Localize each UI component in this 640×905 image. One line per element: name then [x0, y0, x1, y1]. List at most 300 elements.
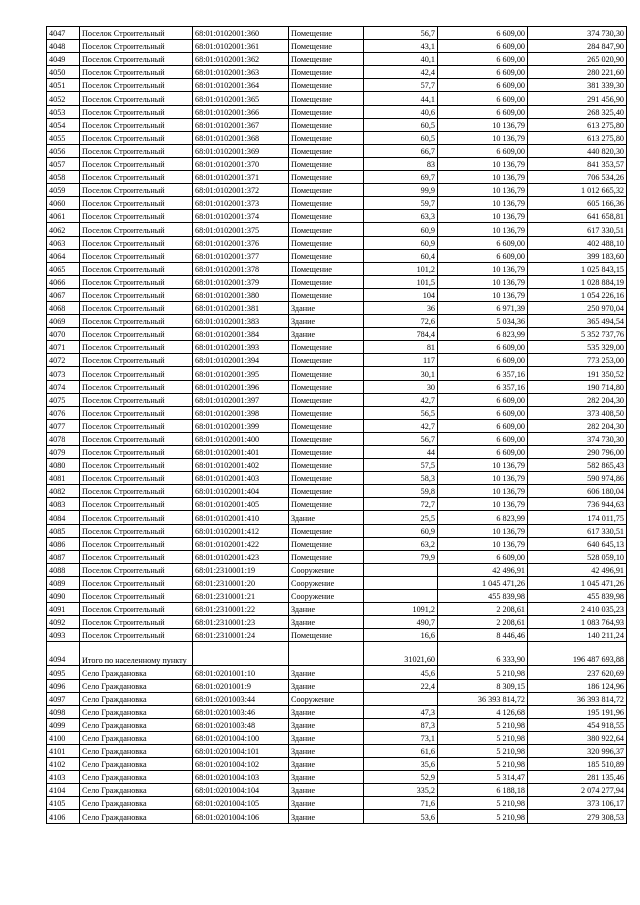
- cadastral-number-cell: 68:01:0102001:372: [193, 184, 289, 197]
- unit-cost-cell: 10 136,79: [438, 459, 528, 472]
- area-cell: 59,8: [364, 485, 438, 498]
- row-number-cell: 4063: [47, 236, 80, 249]
- table-row: [47, 616, 627, 629]
- unit-cost-cell: 6 609,00: [438, 393, 528, 406]
- unit-cost-cell: 10 136,79: [438, 288, 528, 301]
- table-row: [47, 66, 627, 79]
- table-body: [47, 27, 627, 824]
- cadastral-number-cell: 68:01:0102001:362: [193, 53, 289, 66]
- table-row: [47, 288, 627, 301]
- object-type-cell: Здание: [289, 718, 364, 731]
- cadastral-value-cell: 1 054 226,16: [528, 288, 627, 301]
- settlement-name-cell: Поселок Строительный: [80, 236, 193, 249]
- row-number-cell: 4103: [47, 771, 80, 784]
- area-cell: 1091,2: [364, 603, 438, 616]
- area-cell: 40,1: [364, 53, 438, 66]
- area-cell: 42,7: [364, 393, 438, 406]
- row-number-cell: 4088: [47, 563, 80, 576]
- cadastral-number-cell: 68:01:0102001:369: [193, 144, 289, 157]
- object-type-cell: Помещение: [289, 472, 364, 485]
- object-type-cell: Здание: [289, 810, 364, 823]
- area-cell: 81: [364, 341, 438, 354]
- table-row: [47, 262, 627, 275]
- settlement-name-cell: Поселок Строительный: [80, 171, 193, 184]
- settlement-name-cell: Поселок Строительный: [80, 197, 193, 210]
- cadastral-number-cell: 68:01:0102001:393: [193, 341, 289, 354]
- table-row: [47, 131, 627, 144]
- table-row: [47, 731, 627, 744]
- row-number-cell: 4064: [47, 249, 80, 262]
- cadastral-number-cell: 68:01:0102001:401: [193, 446, 289, 459]
- area-cell: 73,1: [364, 731, 438, 744]
- unit-cost-cell: 6 609,00: [438, 105, 528, 118]
- object-type-cell: Сооружение: [289, 590, 364, 603]
- unit-cost-cell: 10 136,79: [438, 197, 528, 210]
- row-number-cell: 4068: [47, 301, 80, 314]
- cadastral-number-cell: 68:01:0102001:373: [193, 197, 289, 210]
- row-number-cell: 4062: [47, 223, 80, 236]
- object-type-cell: Здание: [289, 315, 364, 328]
- area-cell: 30,1: [364, 367, 438, 380]
- table-row: [47, 758, 627, 771]
- cadastral-number-cell: 68:01:0102001:375: [193, 223, 289, 236]
- table-row: [47, 590, 627, 603]
- area-cell: 69,7: [364, 171, 438, 184]
- cadastral-value-cell: 380 922,64: [528, 731, 627, 744]
- object-type-cell: Помещение: [289, 223, 364, 236]
- unit-cost-cell: 5 034,36: [438, 315, 528, 328]
- area-cell: [364, 692, 438, 705]
- cadastral-number-cell: 68:01:0102001:380: [193, 288, 289, 301]
- area-cell: 53,6: [364, 810, 438, 823]
- row-number-cell: 4071: [47, 341, 80, 354]
- row-number-cell: 4073: [47, 367, 80, 380]
- unit-cost-cell: 6 609,00: [438, 249, 528, 262]
- object-type-cell: Помещение: [289, 459, 364, 472]
- row-number-cell: 4075: [47, 393, 80, 406]
- table-row: [47, 642, 627, 666]
- object-type-cell: Помещение: [289, 53, 364, 66]
- unit-cost-cell: 6 609,00: [438, 53, 528, 66]
- row-number-cell: 4066: [47, 275, 80, 288]
- unit-cost-cell: 4 126,68: [438, 705, 528, 718]
- row-number-cell: 4091: [47, 603, 80, 616]
- settlement-name-cell: Итого по населенному пункту: [80, 642, 193, 666]
- table-row: [47, 406, 627, 419]
- table-row: [47, 524, 627, 537]
- cadastral-value-cell: 440 820,30: [528, 144, 627, 157]
- object-type-cell: Здание: [289, 771, 364, 784]
- settlement-name-cell: Поселок Строительный: [80, 184, 193, 197]
- settlement-name-cell: Поселок Строительный: [80, 629, 193, 642]
- object-type-cell: Помещение: [289, 419, 364, 432]
- table-row: [47, 341, 627, 354]
- cadastral-number-cell: 68:01:0102001:365: [193, 92, 289, 105]
- unit-cost-cell: 10 136,79: [438, 275, 528, 288]
- unit-cost-cell: 6 609,00: [438, 419, 528, 432]
- row-number-cell: 4056: [47, 144, 80, 157]
- table-row: [47, 118, 627, 131]
- table-row: [47, 328, 627, 341]
- cadastral-value-cell: 291 456,90: [528, 92, 627, 105]
- cadastral-value-cell: 373 408,50: [528, 406, 627, 419]
- table-row: [47, 367, 627, 380]
- unit-cost-cell: 5 210,98: [438, 744, 528, 757]
- cadastral-number-cell: 68:01:2310001:19: [193, 563, 289, 576]
- settlement-name-cell: Поселок Строительный: [80, 118, 193, 131]
- cadastral-value-cell: 736 944,63: [528, 498, 627, 511]
- area-cell: 104: [364, 288, 438, 301]
- cadastral-value-cell: 590 974,86: [528, 472, 627, 485]
- unit-cost-cell: 5 314,47: [438, 771, 528, 784]
- settlement-name-cell: Поселок Строительный: [80, 249, 193, 262]
- table-row: [47, 40, 627, 53]
- cadastral-number-cell: 68:01:0102001:395: [193, 367, 289, 380]
- object-type-cell: Помещение: [289, 92, 364, 105]
- settlement-name-cell: Поселок Строительный: [80, 66, 193, 79]
- area-cell: 72,7: [364, 498, 438, 511]
- cadastral-number-cell: 68:01:0102001:381: [193, 301, 289, 314]
- area-cell: 101,5: [364, 275, 438, 288]
- area-cell: 57,5: [364, 459, 438, 472]
- cadastral-value-cell: 281 135,46: [528, 771, 627, 784]
- cadastral-value-cell: 640 645,13: [528, 537, 627, 550]
- unit-cost-cell: 5 210,98: [438, 666, 528, 679]
- table-row: [47, 236, 627, 249]
- table-row: [47, 27, 627, 40]
- table-row: [47, 105, 627, 118]
- row-number-cell: 4096: [47, 679, 80, 692]
- object-type-cell: Помещение: [289, 236, 364, 249]
- object-type-cell: Здание: [289, 301, 364, 314]
- cadastral-value-cell: 617 330,51: [528, 524, 627, 537]
- area-cell: [364, 563, 438, 576]
- table-row: [47, 797, 627, 810]
- unit-cost-cell: 5 210,98: [438, 810, 528, 823]
- table-row: [47, 629, 627, 642]
- object-type-cell: Помещение: [289, 249, 364, 262]
- object-type-cell: Помещение: [289, 393, 364, 406]
- cadastral-number-cell: 68:01:0201004:106: [193, 810, 289, 823]
- settlement-name-cell: Поселок Строительный: [80, 511, 193, 524]
- cadastral-number-cell: 68:01:0102001:379: [193, 275, 289, 288]
- settlement-name-cell: Село Граждановка: [80, 692, 193, 705]
- settlement-name-cell: Село Граждановка: [80, 744, 193, 757]
- settlement-name-cell: Село Граждановка: [80, 810, 193, 823]
- settlement-name-cell: Поселок Строительный: [80, 223, 193, 236]
- cadastral-number-cell: 68:01:0102001:398: [193, 406, 289, 419]
- object-type-cell: Здание: [289, 797, 364, 810]
- unit-cost-cell: 5 210,98: [438, 718, 528, 731]
- unit-cost-cell: 6 609,00: [438, 406, 528, 419]
- cadastral-value-cell: 185 510,89: [528, 758, 627, 771]
- area-cell: 60,5: [364, 131, 438, 144]
- area-cell: 47,3: [364, 705, 438, 718]
- cadastral-value-cell: 1 025 843,15: [528, 262, 627, 275]
- cadastral-value-cell: 280 221,60: [528, 66, 627, 79]
- cadastral-number-cell: 68:01:0102001:410: [193, 511, 289, 524]
- table-row: [47, 603, 627, 616]
- unit-cost-cell: 6 609,00: [438, 446, 528, 459]
- cadastral-value-cell: 617 330,51: [528, 223, 627, 236]
- row-number-cell: 4098: [47, 705, 80, 718]
- settlement-name-cell: Поселок Строительный: [80, 563, 193, 576]
- cadastral-number-cell: 68:01:0102001:370: [193, 157, 289, 170]
- cadastral-value-cell: 381 339,30: [528, 79, 627, 92]
- object-type-cell: Здание: [289, 758, 364, 771]
- unit-cost-cell: 6 333,90: [438, 642, 528, 666]
- property-table: [46, 26, 627, 824]
- settlement-name-cell: Село Граждановка: [80, 771, 193, 784]
- settlement-name-cell: Село Граждановка: [80, 784, 193, 797]
- cadastral-number-cell: 68:01:0102001:383: [193, 315, 289, 328]
- unit-cost-cell: 8 446,46: [438, 629, 528, 642]
- unit-cost-cell: 6 609,00: [438, 144, 528, 157]
- row-number-cell: 4095: [47, 666, 80, 679]
- table-row: [47, 171, 627, 184]
- unit-cost-cell: 10 136,79: [438, 210, 528, 223]
- row-number-cell: 4102: [47, 758, 80, 771]
- row-number-cell: 4097: [47, 692, 80, 705]
- object-type-cell: Помещение: [289, 66, 364, 79]
- cadastral-number-cell: 68:01:2310001:24: [193, 629, 289, 642]
- cadastral-value-cell: 279 308,53: [528, 810, 627, 823]
- settlement-name-cell: Поселок Строительный: [80, 498, 193, 511]
- object-type-cell: Помещение: [289, 275, 364, 288]
- unit-cost-cell: 36 393 814,72: [438, 692, 528, 705]
- object-type-cell: Помещение: [289, 105, 364, 118]
- cadastral-value-cell: 2 074 277,94: [528, 784, 627, 797]
- cadastral-number-cell: 68:01:0201001:9: [193, 679, 289, 692]
- settlement-name-cell: Поселок Строительный: [80, 40, 193, 53]
- object-type-cell: Здание: [289, 603, 364, 616]
- cadastral-value-cell: 613 275,80: [528, 131, 627, 144]
- cadastral-number-cell: 68:01:0201003:48: [193, 718, 289, 731]
- row-number-cell: 4101: [47, 744, 80, 757]
- settlement-name-cell: Поселок Строительный: [80, 485, 193, 498]
- cadastral-number-cell: 68:01:0201001:10: [193, 666, 289, 679]
- cadastral-value-cell: 374 730,30: [528, 432, 627, 445]
- area-cell: 117: [364, 354, 438, 367]
- settlement-name-cell: Поселок Строительный: [80, 576, 193, 589]
- area-cell: 63,2: [364, 537, 438, 550]
- area-cell: 101,2: [364, 262, 438, 275]
- row-number-cell: 4100: [47, 731, 80, 744]
- cadastral-value-cell: 195 191,96: [528, 705, 627, 718]
- table-row: [47, 771, 627, 784]
- unit-cost-cell: 10 136,79: [438, 537, 528, 550]
- area-cell: 335,2: [364, 784, 438, 797]
- cadastral-value-cell: 605 166,36: [528, 197, 627, 210]
- object-type-cell: Здание: [289, 666, 364, 679]
- area-cell: 58,3: [364, 472, 438, 485]
- cadastral-value-cell: 613 275,80: [528, 118, 627, 131]
- area-cell: 83: [364, 157, 438, 170]
- object-type-cell: Помещение: [289, 524, 364, 537]
- table-row: [47, 537, 627, 550]
- cadastral-number-cell: 68:01:0201004:105: [193, 797, 289, 810]
- area-cell: 60,4: [364, 249, 438, 262]
- cadastral-number-cell: 68:01:0201004:101: [193, 744, 289, 757]
- unit-cost-cell: 2 208,61: [438, 616, 528, 629]
- cadastral-number-cell: 68:01:0102001:396: [193, 380, 289, 393]
- unit-cost-cell: 6 971,39: [438, 301, 528, 314]
- table-row: [47, 511, 627, 524]
- cadastral-value-cell: 196 487 693,88: [528, 642, 627, 666]
- row-number-cell: 4084: [47, 511, 80, 524]
- table-row: [47, 301, 627, 314]
- cadastral-value-cell: 36 393 814,72: [528, 692, 627, 705]
- row-number-cell: 4104: [47, 784, 80, 797]
- settlement-name-cell: Поселок Строительный: [80, 27, 193, 40]
- cadastral-value-cell: 282 204,30: [528, 393, 627, 406]
- cadastral-value-cell: 2 410 035,23: [528, 603, 627, 616]
- unit-cost-cell: 10 136,79: [438, 524, 528, 537]
- object-type-cell: Помещение: [289, 537, 364, 550]
- object-type-cell: Здание: [289, 731, 364, 744]
- cadastral-value-cell: 250 970,04: [528, 301, 627, 314]
- object-type-cell: Помещение: [289, 27, 364, 40]
- unit-cost-cell: 5 210,98: [438, 731, 528, 744]
- area-cell: 56,7: [364, 432, 438, 445]
- settlement-name-cell: Поселок Строительный: [80, 472, 193, 485]
- settlement-name-cell: Село Граждановка: [80, 679, 193, 692]
- cadastral-number-cell: 68:01:0102001:360: [193, 27, 289, 40]
- area-cell: 56,7: [364, 27, 438, 40]
- cadastral-value-cell: 455 839,98: [528, 590, 627, 603]
- unit-cost-cell: 1 045 471,26: [438, 576, 528, 589]
- row-number-cell: 4090: [47, 590, 80, 603]
- cadastral-value-cell: 190 714,80: [528, 380, 627, 393]
- settlement-name-cell: Поселок Строительный: [80, 262, 193, 275]
- cadastral-number-cell: 68:01:0201003:44: [193, 692, 289, 705]
- area-cell: 52,9: [364, 771, 438, 784]
- cadastral-number-cell: 68:01:0201003:46: [193, 705, 289, 718]
- cadastral-number-cell: 68:01:0102001:368: [193, 131, 289, 144]
- row-number-cell: 4077: [47, 419, 80, 432]
- unit-cost-cell: 6 357,16: [438, 367, 528, 380]
- object-type-cell: Помещение: [289, 629, 364, 642]
- settlement-name-cell: Поселок Строительный: [80, 288, 193, 301]
- table-row: [47, 144, 627, 157]
- area-cell: 784,4: [364, 328, 438, 341]
- cadastral-number-cell: 68:01:2310001:21: [193, 590, 289, 603]
- settlement-name-cell: Поселок Строительный: [80, 616, 193, 629]
- cadastral-number-cell: 68:01:0201004:104: [193, 784, 289, 797]
- settlement-name-cell: Поселок Строительный: [80, 301, 193, 314]
- cadastral-number-cell: 68:01:0102001:402: [193, 459, 289, 472]
- table-row: [47, 679, 627, 692]
- cadastral-value-cell: 282 204,30: [528, 419, 627, 432]
- cadastral-value-cell: 454 918,55: [528, 718, 627, 731]
- settlement-name-cell: Поселок Строительный: [80, 53, 193, 66]
- cadastral-number-cell: 68:01:0102001:405: [193, 498, 289, 511]
- table-row: [47, 380, 627, 393]
- object-type-cell: Помещение: [289, 432, 364, 445]
- area-cell: 59,7: [364, 197, 438, 210]
- cadastral-number-cell: 68:01:0102001:374: [193, 210, 289, 223]
- object-type-cell: Здание: [289, 679, 364, 692]
- area-cell: 22,4: [364, 679, 438, 692]
- settlement-name-cell: Село Граждановка: [80, 705, 193, 718]
- row-number-cell: 4057: [47, 157, 80, 170]
- unit-cost-cell: 6 609,00: [438, 432, 528, 445]
- cadastral-value-cell: 5 352 737,76: [528, 328, 627, 341]
- area-cell: [364, 576, 438, 589]
- row-number-cell: 4079: [47, 446, 80, 459]
- unit-cost-cell: 10 136,79: [438, 485, 528, 498]
- area-cell: 79,9: [364, 550, 438, 563]
- cadastral-value-cell: 641 658,81: [528, 210, 627, 223]
- row-number-cell: 4072: [47, 354, 80, 367]
- area-cell: [364, 590, 438, 603]
- object-type-cell: Помещение: [289, 288, 364, 301]
- area-cell: 44: [364, 446, 438, 459]
- unit-cost-cell: 6 609,00: [438, 40, 528, 53]
- unit-cost-cell: 6 609,00: [438, 66, 528, 79]
- row-number-cell: 4059: [47, 184, 80, 197]
- settlement-name-cell: Поселок Строительный: [80, 367, 193, 380]
- object-type-cell: Помещение: [289, 367, 364, 380]
- unit-cost-cell: 6 609,00: [438, 341, 528, 354]
- object-type-cell: Здание: [289, 784, 364, 797]
- cadastral-number-cell: 68:01:0102001:377: [193, 249, 289, 262]
- table-row: [47, 92, 627, 105]
- settlement-name-cell: Село Граждановка: [80, 797, 193, 810]
- unit-cost-cell: 5 210,98: [438, 758, 528, 771]
- row-number-cell: 4060: [47, 197, 80, 210]
- table-row: [47, 197, 627, 210]
- row-number-cell: 4099: [47, 718, 80, 731]
- row-number-cell: 4051: [47, 79, 80, 92]
- area-cell: 43,1: [364, 40, 438, 53]
- object-type-cell: Помещение: [289, 171, 364, 184]
- settlement-name-cell: Село Граждановка: [80, 666, 193, 679]
- object-type-cell: Здание: [289, 705, 364, 718]
- table-row: [47, 354, 627, 367]
- row-number-cell: 4050: [47, 66, 80, 79]
- settlement-name-cell: Поселок Строительный: [80, 328, 193, 341]
- area-cell: 16,6: [364, 629, 438, 642]
- cadastral-value-cell: 1 028 884,19: [528, 275, 627, 288]
- cadastral-number-cell: 68:01:0102001:371: [193, 171, 289, 184]
- object-type-cell: Сооружение: [289, 563, 364, 576]
- unit-cost-cell: 6 609,00: [438, 354, 528, 367]
- cadastral-value-cell: 1 083 764,93: [528, 616, 627, 629]
- cadastral-number-cell: 68:01:0102001:367: [193, 118, 289, 131]
- cadastral-value-cell: 1 045 471,26: [528, 576, 627, 589]
- unit-cost-cell: 10 136,79: [438, 498, 528, 511]
- row-number-cell: 4106: [47, 810, 80, 823]
- row-number-cell: 4061: [47, 210, 80, 223]
- cadastral-value-cell: 174 011,75: [528, 511, 627, 524]
- area-cell: 45,6: [364, 666, 438, 679]
- row-number-cell: 4065: [47, 262, 80, 275]
- settlement-name-cell: Поселок Строительный: [80, 315, 193, 328]
- unit-cost-cell: 6 823,99: [438, 328, 528, 341]
- settlement-name-cell: Поселок Строительный: [80, 380, 193, 393]
- cadastral-number-cell: 68:01:0201004:103: [193, 771, 289, 784]
- settlement-name-cell: Поселок Строительный: [80, 275, 193, 288]
- cadastral-number-cell: [193, 642, 289, 666]
- table-row: [47, 705, 627, 718]
- object-type-cell: Помещение: [289, 197, 364, 210]
- unit-cost-cell: 10 136,79: [438, 171, 528, 184]
- unit-cost-cell: 2 208,61: [438, 603, 528, 616]
- settlement-name-cell: Поселок Строительный: [80, 550, 193, 563]
- cadastral-number-cell: 68:01:2310001:20: [193, 576, 289, 589]
- cadastral-value-cell: 140 211,24: [528, 629, 627, 642]
